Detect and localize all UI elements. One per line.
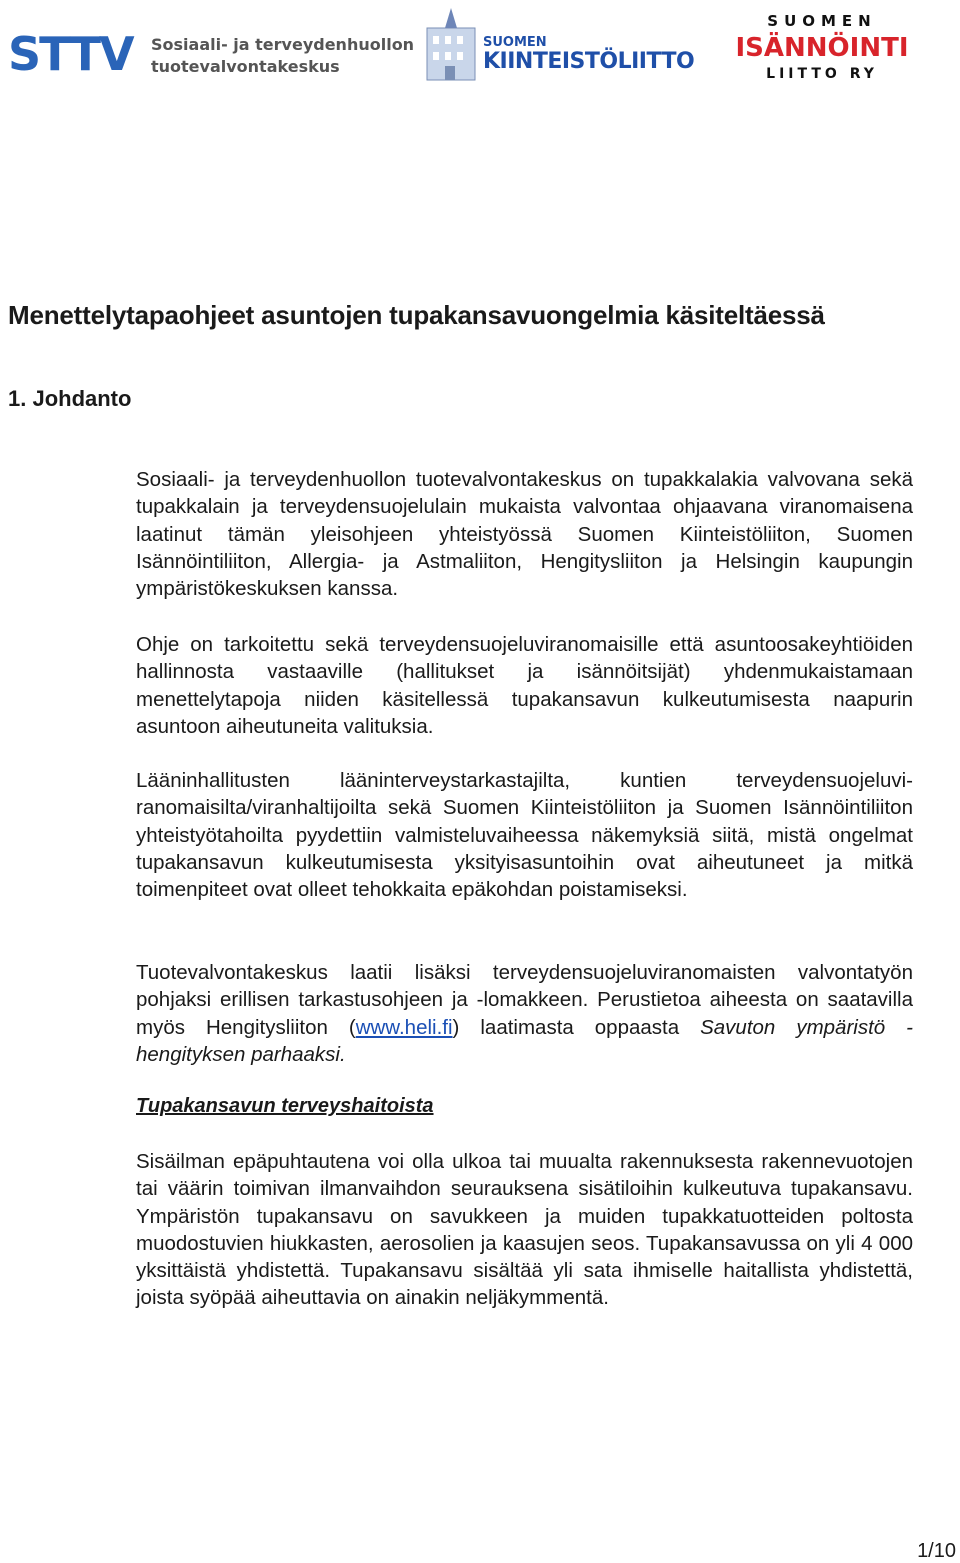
building-icon bbox=[427, 8, 475, 80]
guide-title: Savuton ympäristö - hengityksen parhaaksi. bbox=[136, 1015, 913, 1066]
paragraph-4-text: Tuotevalvontakeskus laatii lisäksi terveydensuojeluviranomaisten valvontatyön pohjaksi erillisen tarkastusohjeen ja -lomakkeen. Perustietoa aiheesta on saatavilla myös Hengitysliiton ( bbox=[136, 961, 913, 1039]
section-heading-johdanto: 1. Johdanto bbox=[8, 386, 132, 411]
subheading-health-hazards: Tupakansavun terveyshaitoista bbox=[136, 1095, 434, 1117]
isannointiliitto-logo bbox=[732, 10, 912, 82]
isannointiliitto-logo-line1: SUOMEN bbox=[767, 12, 877, 30]
paragraph-4 bbox=[136, 959, 913, 1068]
isannointiliitto-logo-line3: LIITTO RY bbox=[766, 66, 878, 82]
paragraph-4-text-cont: ) laatimasta oppaasta bbox=[452, 1015, 701, 1039]
kiinteistoliitto-logo bbox=[425, 6, 697, 84]
isannointiliitto-logo-line2: ISÄNNÖINTI bbox=[735, 33, 909, 63]
paragraph-1: Sosiaali- ja terveydenhuollon tuotevalvontakeskus on tupakkalakia valvovana sekä tupakkalain ja terveydensuojelulain mukaista valvontaa ohjaavana viranomaisena laatinut tämän yleisohjeen yhteistyössä Suomen Kiinteistöliiton, Suomen Isännöintiliiton, Allergia- ja Astmaliiton, Hengitysliiton ja Helsingin kaupungin ympäristökeskuksen kanssa. bbox=[136, 468, 913, 601]
heli-link[interactable]: www.heli.fi bbox=[355, 1015, 453, 1039]
paragraph-3: Lääninhallitusten lääninterveystarkastajilta, kuntien terveydensuojeluviranomaisilta/viranhaltijoilta sekä Suomen Kiinteistöliiton ja Suomen Isännöintiliiton yhteistyötahoilta pyydettiin valmisteluvaiheessa näkemyksiä siitä, mistä ongelmat tupakansavun kulkeutumisesta yksityisasuntoihin ovat aiheutuneet ja mitkä toimenpiteet ovat olleet tehokkaita epäkohdan poistamiseksi. bbox=[136, 769, 913, 902]
kiinteistoliitto-logo-line1: SUOMEN bbox=[483, 35, 547, 50]
stv-logo-line1: Sosiaali- ja terveydenhuollon bbox=[151, 35, 415, 54]
document-title: Menettelytapaohjeet asuntojen tupakansavuongelmia käsiteltäessä bbox=[8, 300, 825, 330]
page-number: 1/10 bbox=[917, 1540, 956, 1562]
header-logos bbox=[0, 0, 960, 90]
stv-logo bbox=[8, 27, 415, 81]
kiinteistoliitto-logo-line2: KIINTEISTÖLIITTO bbox=[483, 49, 695, 74]
stv-logo-mark: STTV bbox=[8, 27, 133, 81]
paragraph-2: Ohje on tarkoitettu sekä terveydensuojeluviranomaisille että asuntoosakeyhtiöiden hallinnosta vastaaville (hallitukset ja isännöitsijät) yhdenmukaistamaan menettelytapoja niiden käsitellessä tupakansavun kulkeutumisesta naapurin asuntoon aiheutuneita valituksia. bbox=[136, 633, 913, 738]
paragraph-5: Sisäilman epäpuhtautena voi olla ulkoa tai muualta rakennuksesta rakennevuotojen tai väärin toimivan ilmanvaihdon seurauksena sisätiloihin kulkeutuva tupakansavu. Ympäristön tupakansavu on savukkeen ja muiden tupakkatuotteiden poltosta muodostuvien hiukkasten, aerosolien ja kaasujen seos. Tupakansavussa on yli 4 000 yksittäistä yhdistettä. Tupakansavu sisältää yli sata ihmiselle haitallista yhdistettä, joista syöpää aiheuttavia on ainakin neljäkymmentä. bbox=[136, 1150, 913, 1310]
stv-logo-line2: tuotevalvontakeskus bbox=[151, 57, 340, 76]
